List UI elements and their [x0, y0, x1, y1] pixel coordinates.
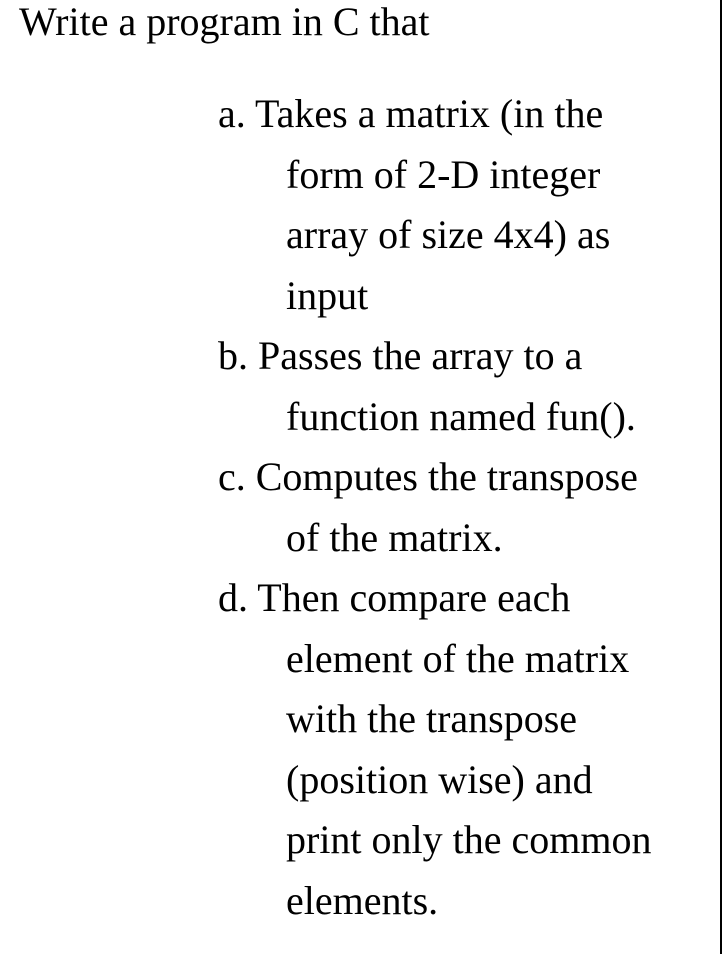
task-line: elements. [286, 877, 439, 923]
task-list [218, 84, 718, 931]
question-intro: Write a program in C that [19, 0, 430, 44]
task-line: c. Computes the transpose [218, 454, 638, 499]
task-line: function named fun(). [286, 393, 636, 439]
task-line: form of 2-D integer [286, 151, 601, 197]
task-line: (position wise) and [286, 756, 593, 802]
task-item-d [218, 568, 718, 931]
task-line: of the matrix. [286, 514, 503, 560]
task-line: with the transpose [286, 696, 578, 741]
task-item-b [218, 326, 718, 447]
task-item-a [218, 84, 718, 326]
task-line: d. Then compare each [218, 575, 571, 620]
task-line: input [286, 272, 369, 318]
task-line: print only the common [286, 817, 652, 862]
task-item-c [218, 447, 718, 568]
task-line: array of size 4x4) as [286, 212, 611, 257]
task-line: element of the matrix [286, 635, 630, 681]
task-line: b. Passes the array to a [218, 333, 583, 378]
task-line: a. Takes a matrix (in the [218, 91, 604, 136]
